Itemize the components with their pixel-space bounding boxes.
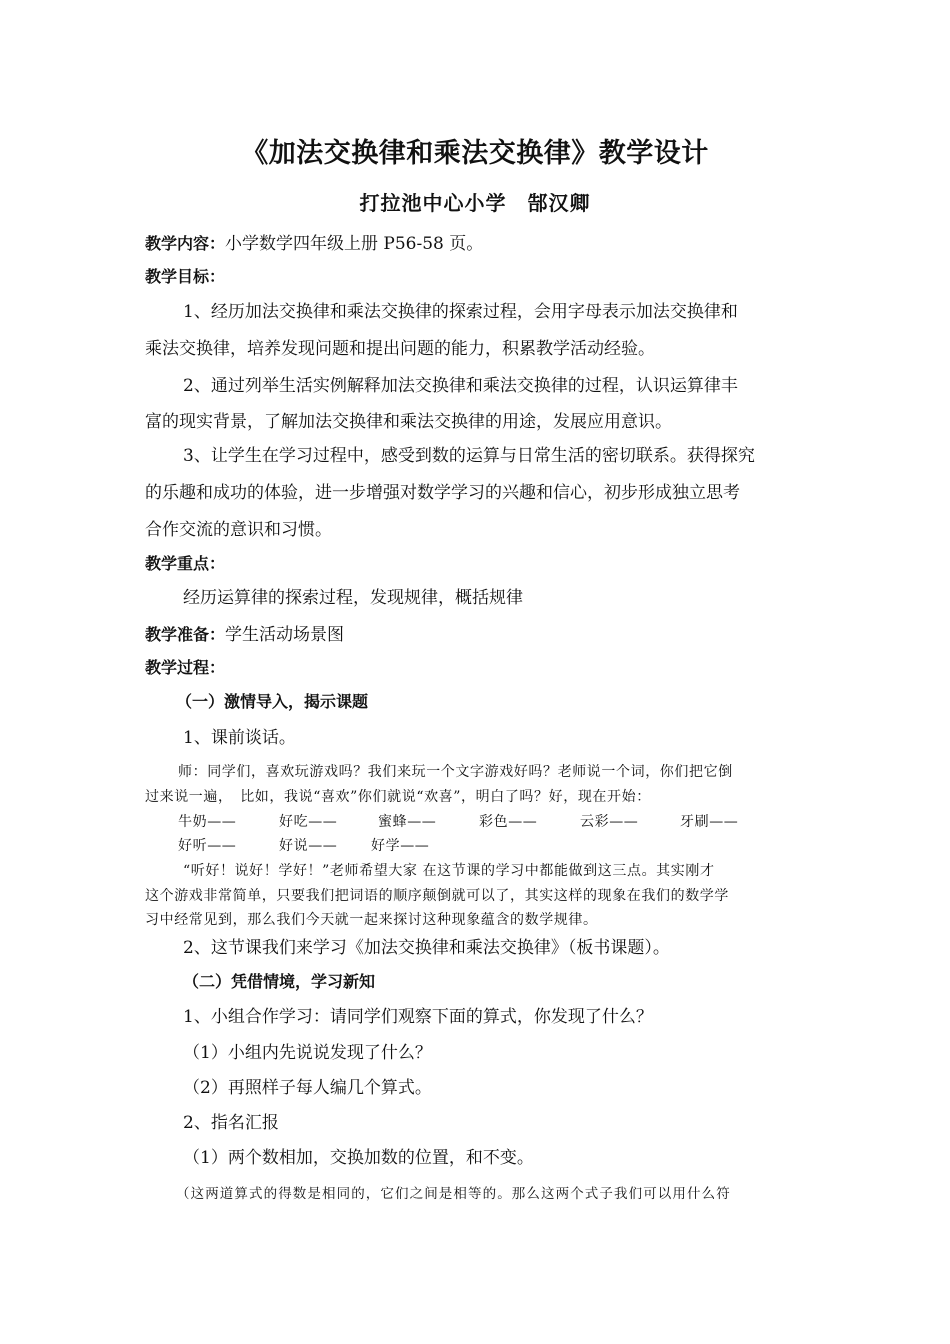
paragraph-line3: 习中经常见到，那么我们今天就一起来探讨这种现象蕴含的数学规律。: [145, 912, 598, 928]
word-item: 好说——: [279, 838, 338, 854]
prep-text: 学生活动场景图: [225, 625, 345, 645]
goals-label: 教学目标：: [145, 267, 226, 286]
teacher-line1: 师：同学们，喜欢玩游戏吗？我们来玩一个文字游戏好吗？老师说一个词，你们把它倒: [178, 764, 733, 780]
section-2-sub-1: （1）小组内先说说发现了什么？: [183, 1043, 432, 1063]
word-item: 牛奶——: [178, 814, 237, 830]
word-item: 好吃——: [279, 814, 338, 830]
goal2-line2: 富的现实背景，了解加法交换律和乘法交换律的用途，发展应用意识。: [145, 412, 672, 432]
prep-label: 教学准备：: [145, 625, 226, 644]
word-item: 好听——: [178, 838, 237, 854]
section-1-item-1: 1、课前谈话。: [183, 728, 296, 748]
word-list-row-2: [178, 835, 429, 855]
word-item: 彩色——: [479, 814, 538, 830]
goal2-line1: 2、通过列举生活实例解释加法交换律和乘法交换律的过程，认识运算律丰: [183, 376, 738, 396]
word-item: 好学——: [371, 838, 430, 854]
goal3-line1: 3、让学生在学习过程中，感受到数的运算与日常生活的密切联系。获得探究: [183, 446, 755, 466]
goal1-line2: 乘法交换律，培养发现问题和提出问题的能力，积累教学活动经验。: [145, 339, 655, 359]
content-text: 小学数学四年级上册 P56-58 页。: [225, 234, 484, 254]
paragraph-line1: “听好！说好！学好！”老师希望大家 在这节课的学习中都能做到这三点。其实刚才: [183, 863, 715, 879]
paragraph-line2: 这个游戏非常简单，只要我们把词语的顺序颠倒就可以了，其实这样的现象在我们的数学学: [145, 888, 729, 904]
prep-line: [145, 620, 344, 645]
section-1-item-2: 2、这节课我们来学习《加法交换律和乘法交换律》（板书课题）。: [183, 938, 670, 958]
author-line: 打拉池中心小学 郜汉卿: [359, 191, 591, 215]
last-line: （这两道算式的得数是相同的，它们之间是相等的。那么这两个式子我们可以用什么符: [176, 1186, 731, 1202]
section-2-sub-2: （2）再照样子每人编几个算式。: [183, 1078, 432, 1098]
goal3-line3: 合作交流的意识和习惯。: [145, 520, 332, 540]
word-item: 牙刷——: [680, 814, 739, 830]
key-text: 经历运算律的探索过程，发现规律，概括规律: [183, 588, 523, 608]
content-label: 教学内容：: [145, 234, 226, 253]
word-item: 云彩——: [580, 814, 639, 830]
word-list-row-1: [178, 811, 738, 831]
section-2-heading: （二）凭借情境，学习新知: [183, 972, 376, 991]
section-2-item-1: 1、小组合作学习：请同学们观察下面的算式，你发现了什么？: [183, 1007, 653, 1027]
process-label: 教学过程：: [145, 658, 226, 677]
section-2-sub-3: （1）两个数相加，交换加数的位置，和不变。: [183, 1148, 534, 1168]
key-label: 教学重点：: [145, 554, 226, 573]
teacher-line2: 过来说一遍， 比如，我说“喜欢”你们就说“欢喜”，明白了吗？好，现在开始：: [145, 789, 651, 805]
content-line: [145, 229, 483, 254]
page-title: 《加法交换律和乘法交换律》教学设计: [241, 138, 709, 169]
goal1-line1: 1、经历加法交换律和乘法交换律的探索过程，会用字母表示加法交换律和: [183, 302, 738, 322]
section-1-heading: （一）激情导入，揭示课题: [176, 692, 369, 711]
section-2-item-2: 2、指名汇报: [183, 1113, 279, 1133]
word-item: 蜜蜂——: [378, 814, 437, 830]
goal3-line2: 的乐趣和成功的体验，进一步增强对数学学习的兴趣和信心，初步形成独立思考: [145, 483, 740, 503]
